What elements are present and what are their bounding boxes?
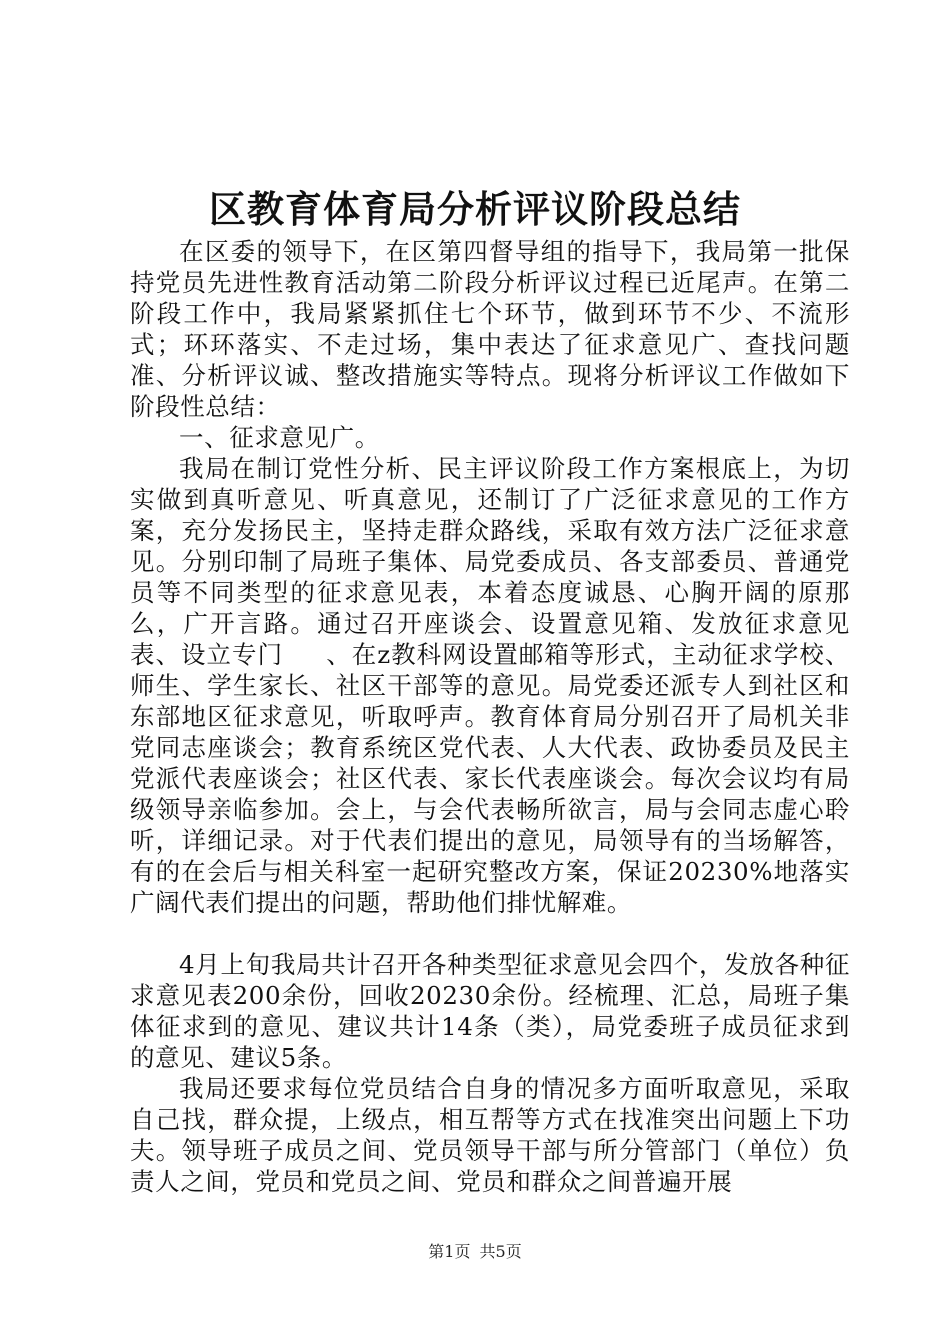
paragraph-intro: 在区委的领导下，在区第四督导组的指导下，我局第一批保持党员先进性教育活动第二阶段分析评议过程已近尾声。在第二阶段工作中，我局紧紧抓住七个环节，做到环节不少、不流形式；环环落实、不走过场，集中表达了征求意见广、查找问题准、分析评议诚、整改措施实等特点。现将分析评议工作做如下阶段性总结：	[130, 237, 850, 421]
paragraph-section-1: 我局在制订党性分析、民主评议阶段工作方案根底上，为切实做到真听意见、听真意见，还制订了广泛征求意见的工作方案，充分发扬民主，坚持走群众路线，采取有效方法广泛征求意见。分别印制了局班子集体、局党委成员、各支部委员、普通党员等不同类型的征求意见表，本着态度诚恳、心胸开阔的原那么，广开言路。通过召开座谈会、设置意见箱、发放征求意见表、设立专门 、在z教科网设置邮箱等形式，主动征求学校、师生、学生家长、社区干部等的意见。局党委还派专人到社区和东部地区征求意见，听取呼声。教育体育局分别召开了局机关非党同志座谈会；教育系统区党代表、人大代表、政协委员及民主党派代表座谈会；社区代表、家长代表座谈会。每次会议均有局级领导亲临参加。会上，与会代表畅所欲言，局与会同志虚心聆听，详细记录。对于代表们提出的意见，局领导有的当场解答，有的在会后与相关科室一起研究整改方案，保证20230%地落实广阔代表们提出的问题，帮助他们排忧解难。	[130, 454, 850, 917]
document-body	[130, 236, 850, 1197]
section-heading-1: 一、征求意见广。	[179, 423, 380, 452]
paragraph-self-review: 我局还要求每位党员结合自身的情况多方面听取意见，采取自己找，群众提，上级点，相互帮等方式在找准突出问题上下功夫。领导班子成员之间、党员领导干部与所分管部门（单位）负责人之间，党员和党员之间、党员和群众之间普遍开展	[130, 1074, 850, 1196]
page-total: 共5页	[479, 1242, 522, 1261]
document-title: 区教育体育局分析评议阶段总结	[209, 187, 741, 231]
paragraph-statistics: 4月上旬我局共计召开各种类型征求意见会四个，发放各种征求意见表200余份，回收20230余份。经梳理、汇总，局班子集体征求到的意见、建议共计14条（类），局党委班子成员征求到的意见、建议5条。	[130, 950, 850, 1072]
page-number: 第1页	[428, 1242, 471, 1261]
page-footer	[0, 1242, 950, 1262]
paragraph-spacer	[130, 918, 850, 949]
